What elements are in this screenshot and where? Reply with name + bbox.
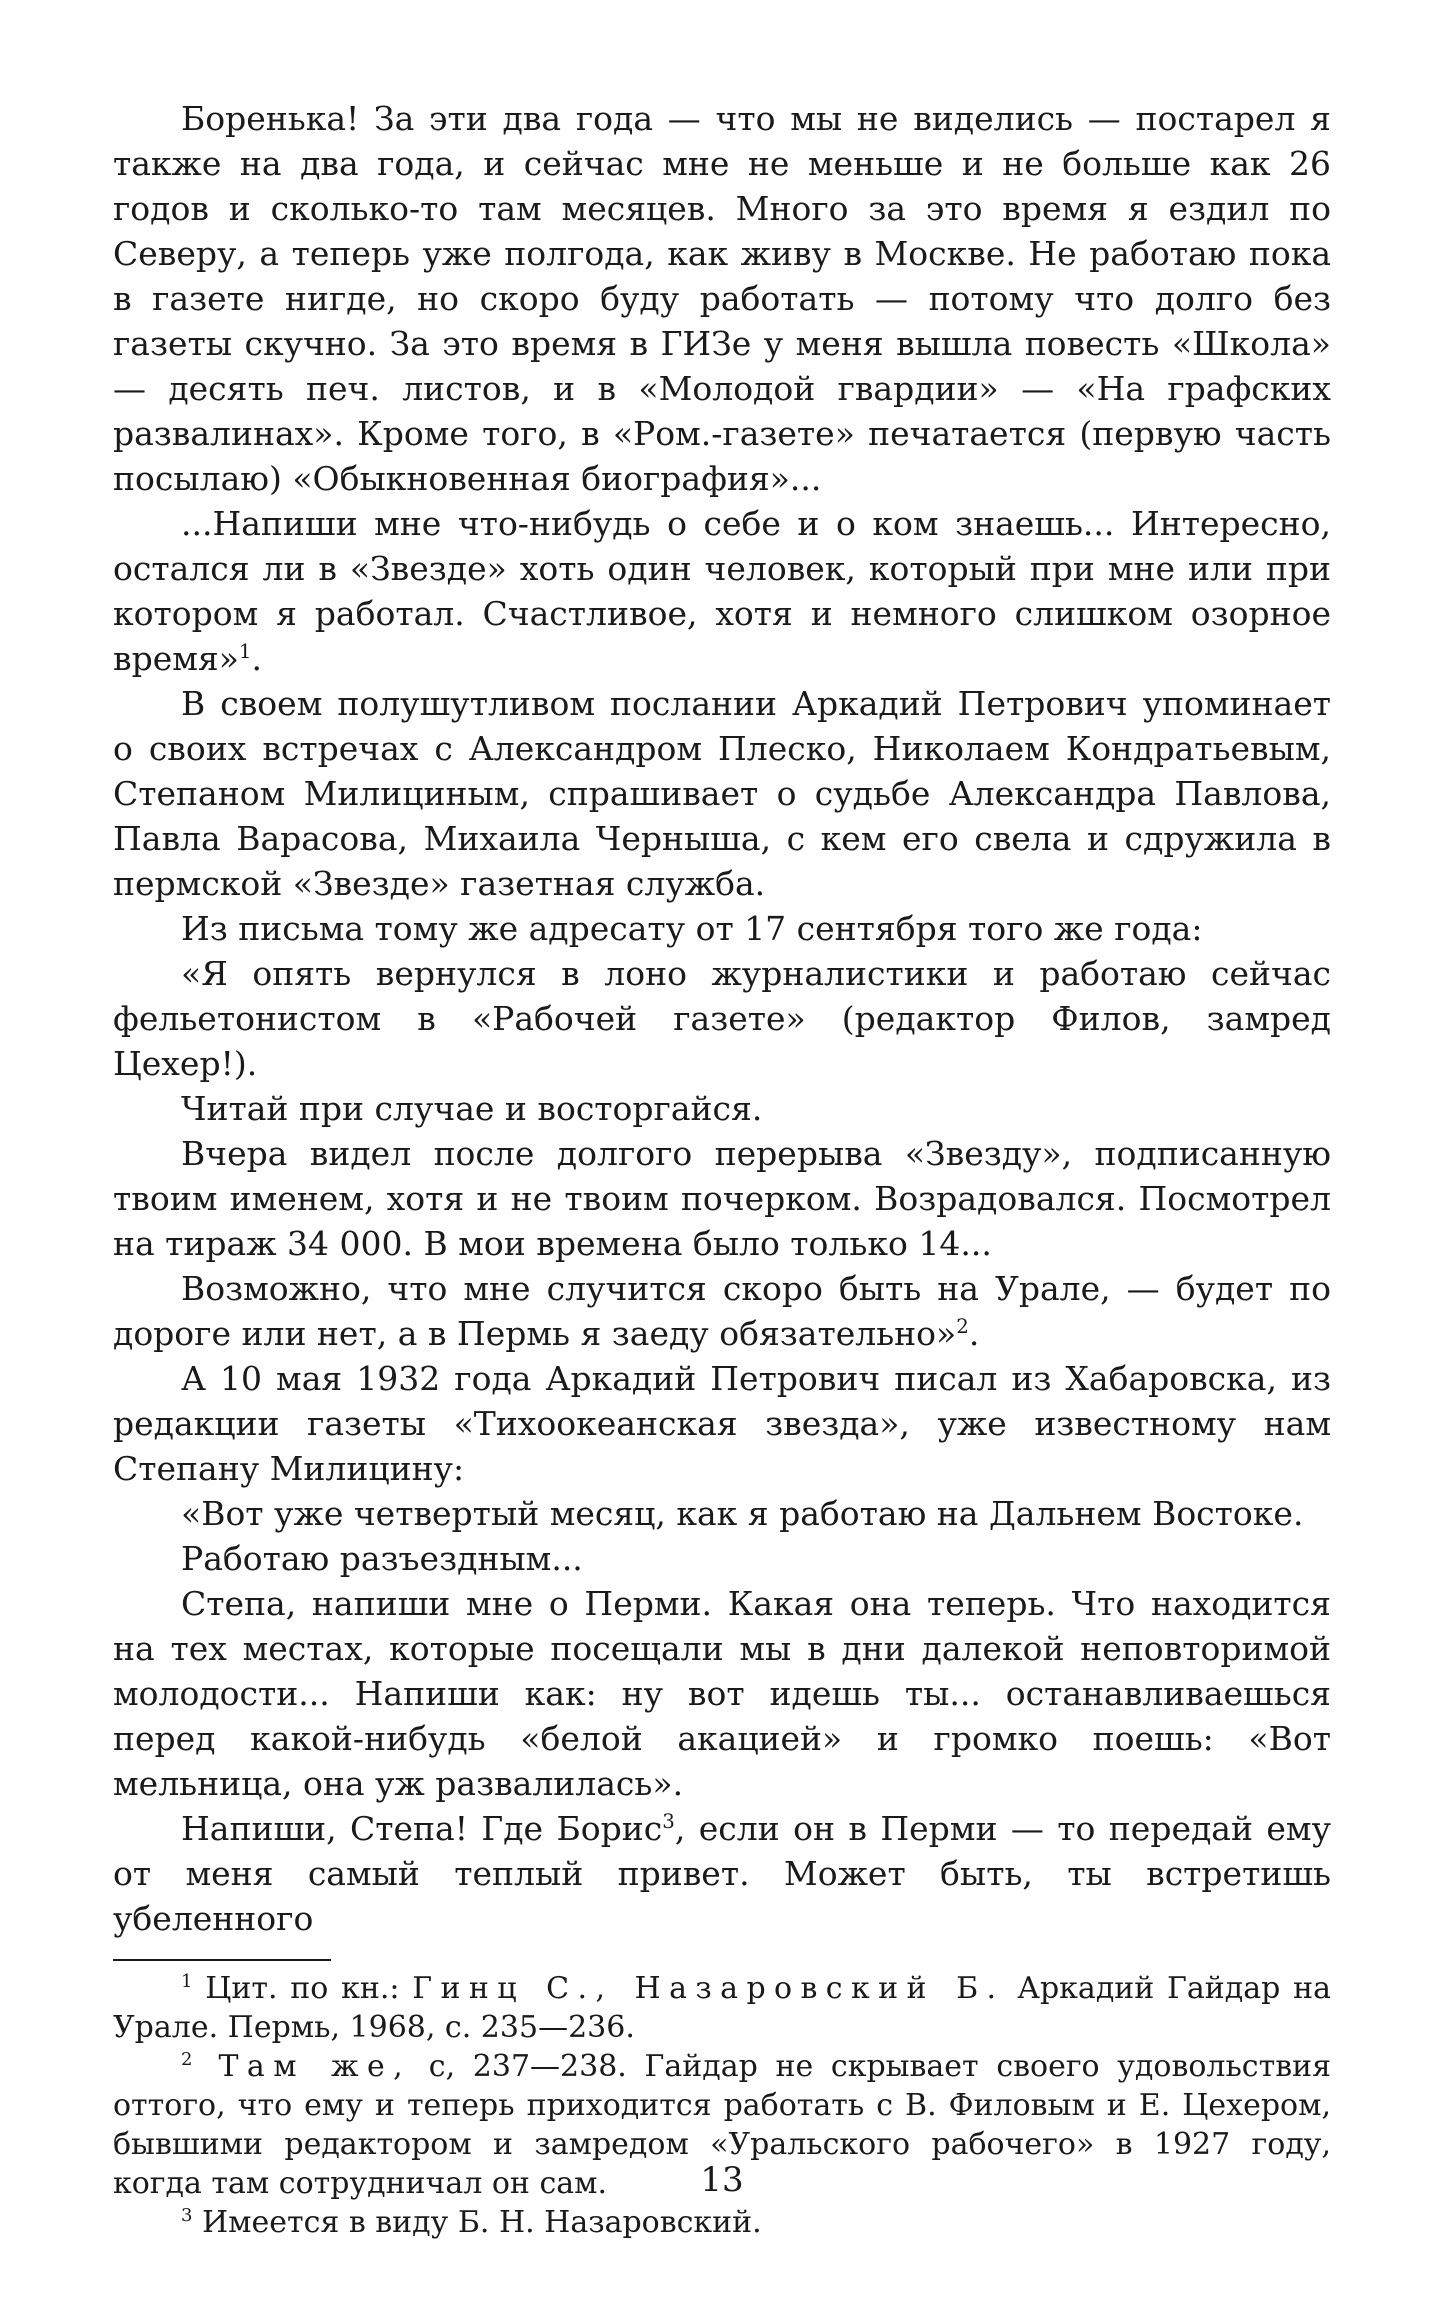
page-body (113, 96, 1331, 2242)
paragraph-11: Работаю разъездным... (181, 1539, 583, 1578)
footnote-1-mark: 1 (181, 1971, 193, 1992)
paragraph-13 (113, 1806, 1331, 1941)
paragraph-8-end: . (968, 1314, 980, 1353)
paragraph-10: «Вот уже четвертый месяц, как я работаю на Дальнем Востоке. (181, 1494, 1304, 1533)
paragraph-5: «Я опять вернулся в лоно журналистики и работаю сейчас фельетонистом в «Рабочей газете» (редактор Филов, замред Цехер!). (113, 954, 1331, 1083)
footnote-ref-1: 1 (238, 640, 252, 663)
paragraph-2-end: . (251, 639, 263, 678)
paragraph-6: Читай при случае и восторгайся. (181, 1089, 763, 1128)
footnote-1-text-a: Цит. по кн.: (192, 1971, 413, 2006)
paragraph-8-text: Возможно, что мне случится скоро быть на Урале, — будет по дороге или нет, а в Пермь я заеду обязательно» (113, 1269, 1331, 1353)
paragraph-2-text: ...Напиши мне что-нибудь о себе и о ком знаешь... Интересно, остался ли в «Звезде» хоть один человек, который при мне или при котором я работал. Счастливое, хотя и немного слишком озорное время» (113, 504, 1331, 678)
paragraph-13-text-b: , если он в Перми — то передай ему от меня самый теплый привет. Может быть, ты встретишь убеленного (113, 1809, 1331, 1938)
footnote-2-mark: 2 (181, 2049, 193, 2070)
footnote-ref-2: 2 (956, 1315, 969, 1338)
footnote-2-ibid: Там же, (192, 2049, 412, 2084)
page-number: 13 (700, 2160, 744, 2200)
paragraph-13-text-a: Напиши, Степа! Где Борис (181, 1809, 663, 1848)
paragraph-2 (113, 501, 1331, 681)
paragraph-12: Степа, напиши мне о Перми. Какая она теперь. Что находится на тех местах, которые посещали мы в дни далекой неповторимой молодости... Напиши как: ну вот идешь ты... останавливаешься перед какой-нибудь «белой акацией» и громко поешь: «Вот мельница, она уж развалилась». (113, 1584, 1331, 1803)
paragraph-3: В своем полушутливом послании Аркадий Петрович упоминает о своих встречах с Александром Плеско, Николаем Кондратьевым, Степаном Милициным, спрашивает о судьбе Александра Павлова, Павла Варасова, Михаила Черныша, с кем его свела и сдружила в пермской «Звезде» газетная служба. (113, 684, 1331, 903)
paragraph-7: Вчера видел после долгого перерыва «Звезду», подписанную твоим именем, хотя и не твоим почерком. Возрадовался. Посмотрел на тираж 34 000. В мои времена было только 14... (113, 1134, 1331, 1263)
paragraph-4: Из письма тому же адресату от 17 сентября того же года: (181, 909, 1203, 948)
paragraph-9: А 10 мая 1932 года Аркадий Петрович писал из Хабаровска, из редакции газеты «Тихоокеанская звезда», уже известному нам Степану Милицину: (113, 1359, 1331, 1488)
paragraph-1: Боренька! За эти два года — что мы не виделись — постарел я также на два года, и сейчас мне не меньше и не больше как 26 годов и сколько-то там месяцев. Много за это время я ездил по Северу, а теперь уже полгода, как живу в Москве. Не работаю пока в газете нигде, но скоро буду работать — потому что долго без газеты скучно. За это время в ГИЗе у меня вышла повесть «Школа» — десять печ. листов, и в «Молодой гвардии» — «На графских развалинах». Кроме того, в «Ром.-газете» печатается (первую часть посылаю) «Обыкновенная биография»... (113, 99, 1331, 498)
footnote-3-mark: 3 (181, 2205, 193, 2226)
footnote-1-authors: Гинц С., Назаровский Б. (412, 1971, 1005, 2006)
footnote-2-text: с, 237—238. Гайдар не скрывает своего удовольствия оттого, что ему и теперь приходится работать с В. Филовым и Е. Цехером, бывшими редактором и замредом «Уральского рабочего» в 1927 году, когда там сотрудничал он сам. (113, 2049, 1332, 2201)
paragraph-8 (113, 1266, 1331, 1356)
footnote-1-text-b: Аркадий Гайдар на Урале. Пермь, 1968, с. 235—236. (113, 1971, 1331, 2045)
footnote-3-text: Имеется в виду Б. Н. Назаровский. (192, 2205, 762, 2240)
footnote-ref-3: 3 (662, 1810, 675, 1833)
footnote-3 (113, 2203, 1331, 2242)
footnote-separator (113, 1959, 331, 1961)
footnote-1 (113, 1969, 1331, 2047)
